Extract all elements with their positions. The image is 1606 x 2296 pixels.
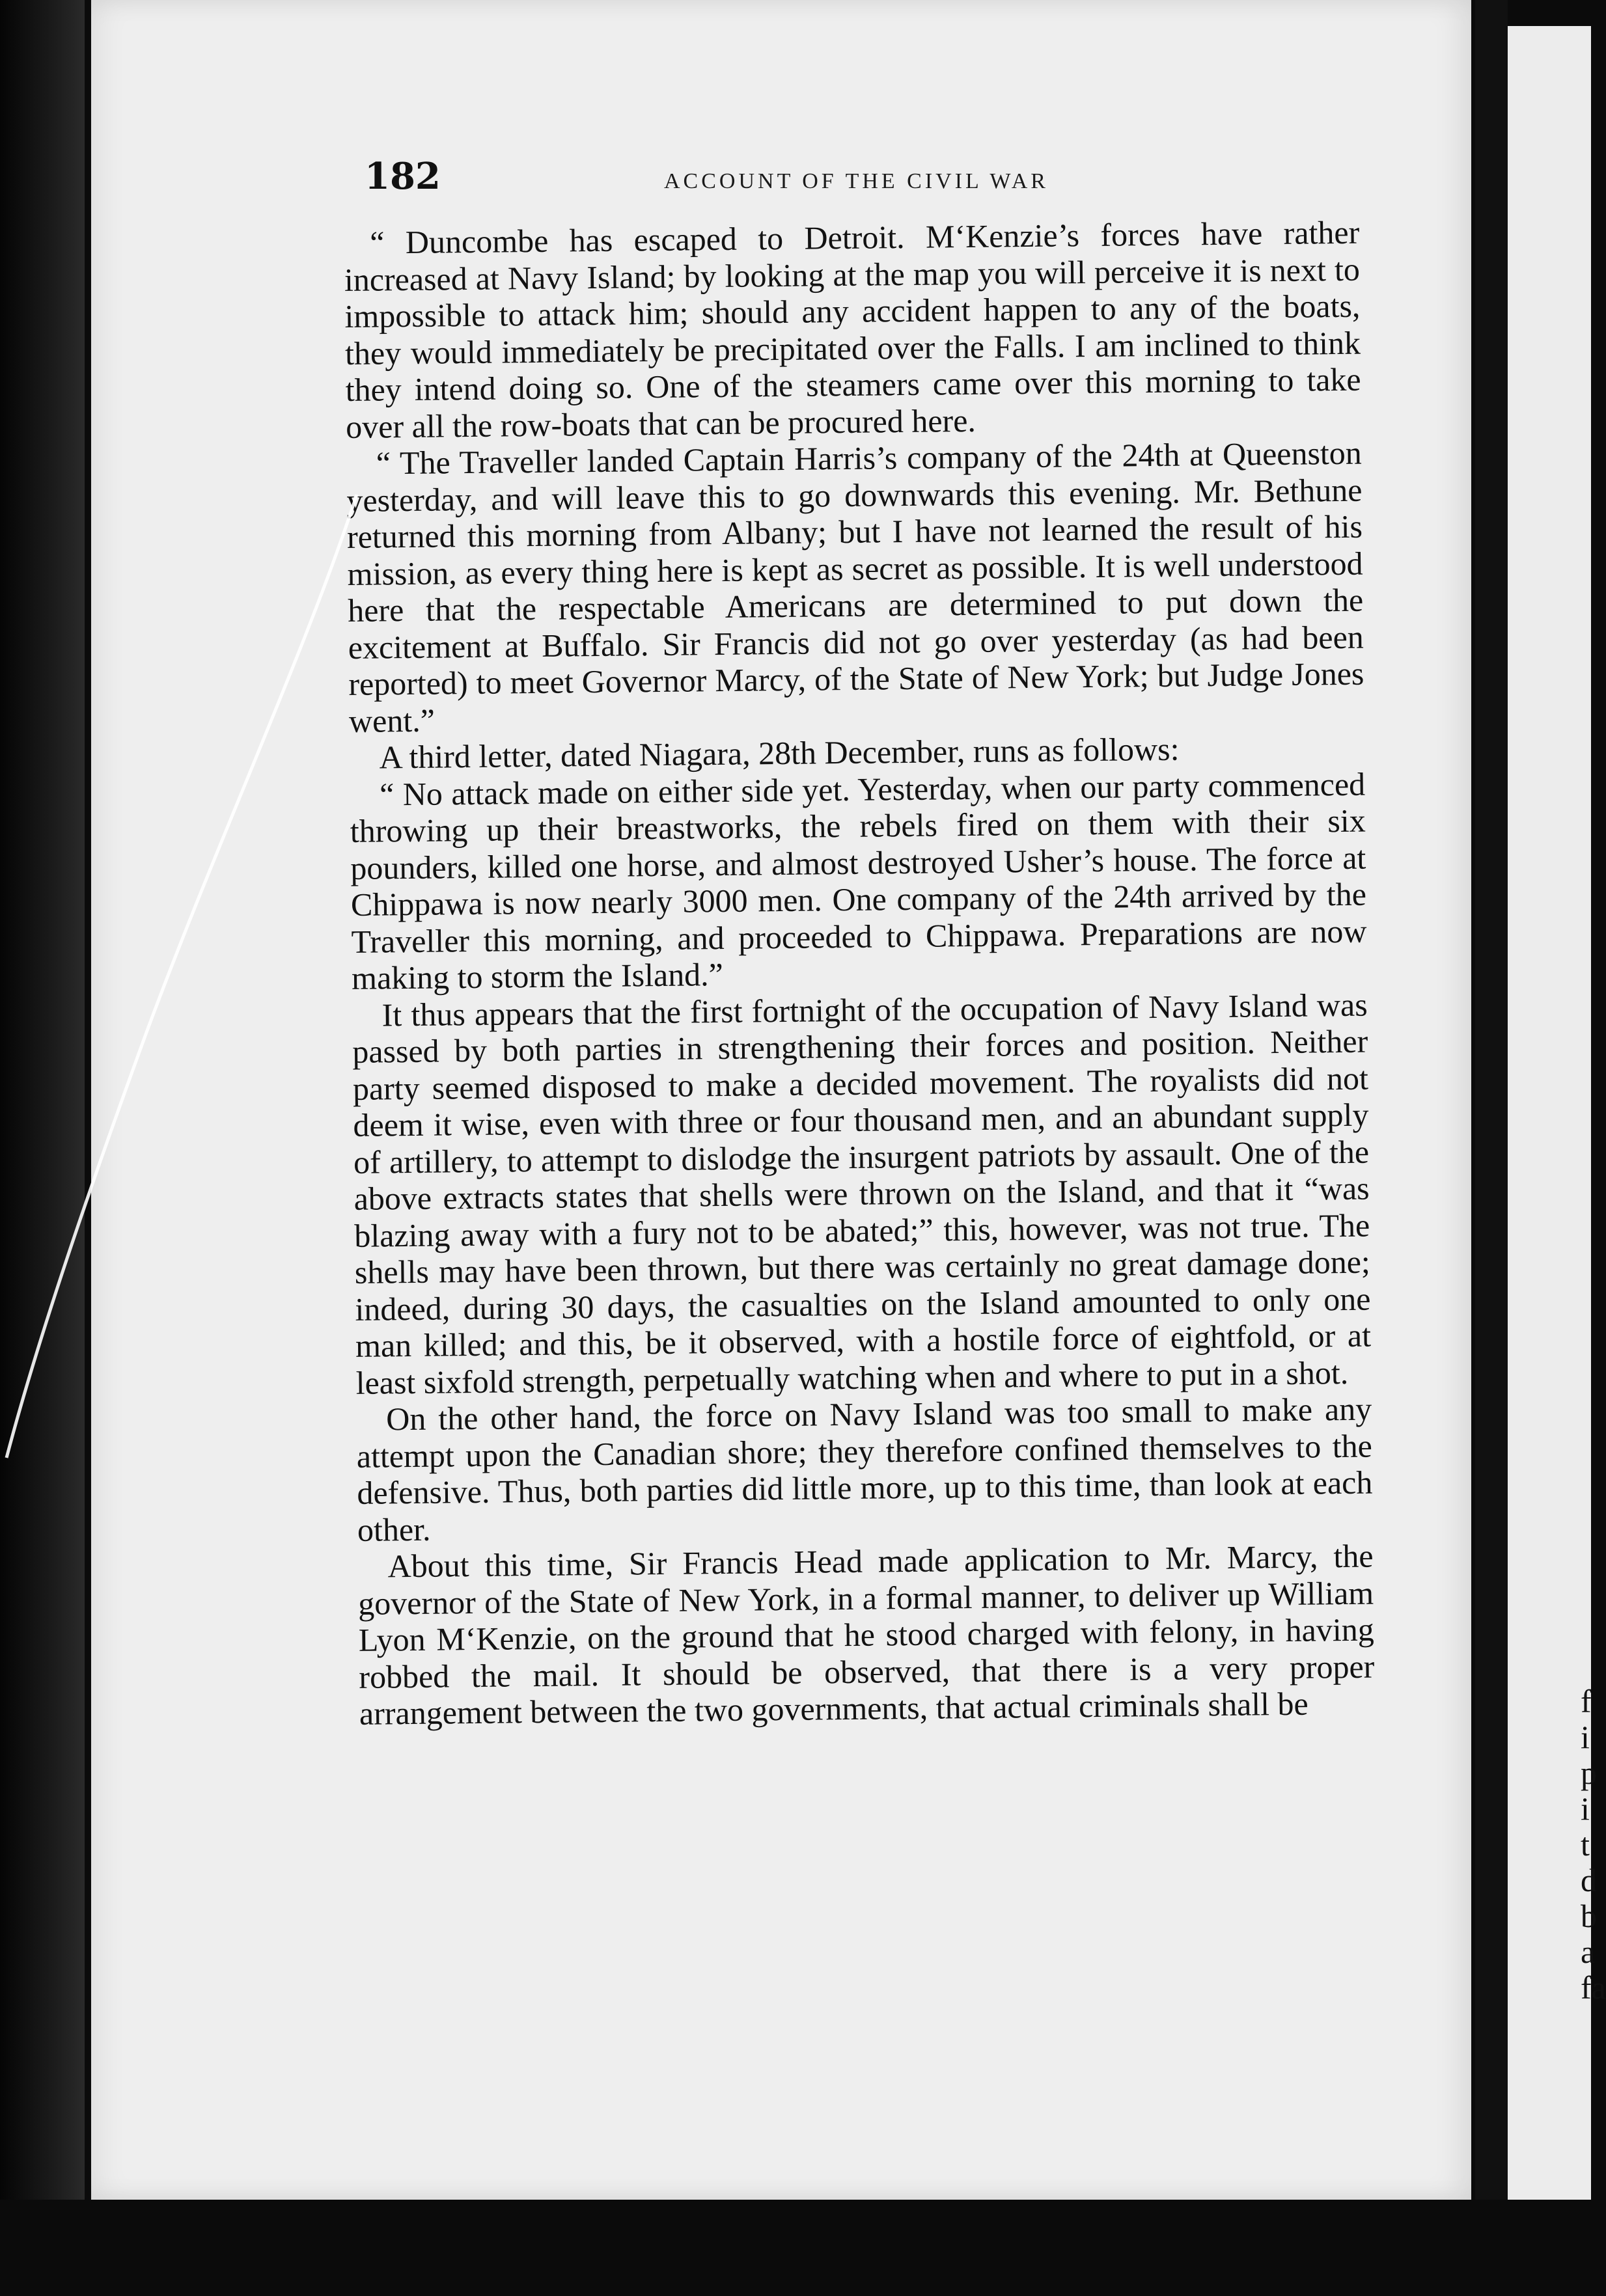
- fragment-letter: t: [1581, 1826, 1590, 1863]
- paragraph-no-attack: “ No attack made on either side yet. Yesterday, when our party commenced throwing up their breastworks, the rebels fired on them with their six pounders, killed one horse, and almost destroyed Usher’s house. The force at Chippawa is now nearly 3000 men. One company of the 24th arrived by the Traveller this morning, and proceeded to Chippawa. Preparations are now making to storm the Island.”: [350, 765, 1367, 996]
- body-text: [344, 214, 1375, 1732]
- fragment-letter: p: [1581, 1755, 1597, 1791]
- adjacent-page-fragment: [1508, 26, 1606, 2258]
- paragraph-other-hand: On the other hand, the force on Navy Island was too small to make any attempt upon the Canadian shore; they therefore confined themselves to the defensive. Thus, both parties did little more, up to this time, than look at each other.: [356, 1390, 1373, 1548]
- gutter-strip: [1475, 0, 1508, 2296]
- fragment-letter: i: [1581, 1719, 1590, 1755]
- paragraph-duncombe: “ Duncombe has escaped to Detroit. M‘Kenzie’s forces have rather increased at Navy Island; by looking at the map you will perceive it is next to impossible to attack him; should any accident happen to any of the boats, they would immediately be precipitated over the Falls. I am inclined to think they intend doing so. One of the steamers came over this morning to take over all the row-boats that can be procured here.: [344, 213, 1361, 445]
- scan-bottom-edge: [0, 2200, 1591, 2296]
- fragment-letter: b: [1581, 1898, 1597, 1934]
- paragraph-fortnight: It thus appears that the first fortnight of the occupation of Navy Island was passed by both parties in strengthening their forces and position. Neither party seemed disposed to make a decided movement. The royalists did not deem it wise, even with three or four thousand men, and an abundant supply of artillery, to attempt to dislodge the insurgent patriots by assault. One of the above extracts states that shells were thrown on the Island, and that it “was blazing away with a fury not to be abated;” this, however, was not true. The shells may have been thrown, but there was certainly no great damage done; indeed, during 30 days, the casualties on the Island amounted to only one man killed; and this, be it observed, with a hostile force of eightfold, or at least sixfold strength, perpetually watching when and where to put in a shot.: [352, 986, 1372, 1401]
- page-header: [365, 155, 1367, 213]
- fragment-letter: d: [1581, 1862, 1597, 1898]
- paragraph-traveller: “ The Traveller landed Captain Harris’s company of the 24th at Queenston yesterday, and will leave this to go downwards this evening. Mr. Bethune returned this morning from Albany; but I have not learned the result of his mission, as every thing here is kept as secret as possible. It is well understood here that the respectable Americans are determined to put down the excitement at Buffalo. Sir Francis did not go over yesterday (as had been reported) to meet Governor Marcy, of the State of New York; but Judge Jones went.”: [346, 434, 1364, 739]
- fragment-letter: fa: [1581, 1969, 1606, 2006]
- fragment-letter: i: [1581, 1790, 1590, 1827]
- scan-left-edge: [0, 0, 85, 2296]
- paragraph-third-letter: A third letter, dated Niagara, 28th December, runs as follows:: [379, 730, 1180, 776]
- fragment-letter: f: [1581, 1683, 1592, 1719]
- running-head: ACCOUNT OF THE CIVIL WAR: [664, 169, 1049, 193]
- page-number: 182: [365, 155, 441, 198]
- fragment-letter: a: [1581, 1934, 1596, 1970]
- paragraph-sir-francis: About this time, Sir Francis Head made application to Mr. Marcy, the governor of the State of New York, in a formal manner, to deliver up William Lyon M‘Kenzie, on the ground that he stood charged with felony, in having robbed the mail. It should be observed, that there is a very proper arrangement between the two governments, that actual criminals shall be: [357, 1537, 1375, 1732]
